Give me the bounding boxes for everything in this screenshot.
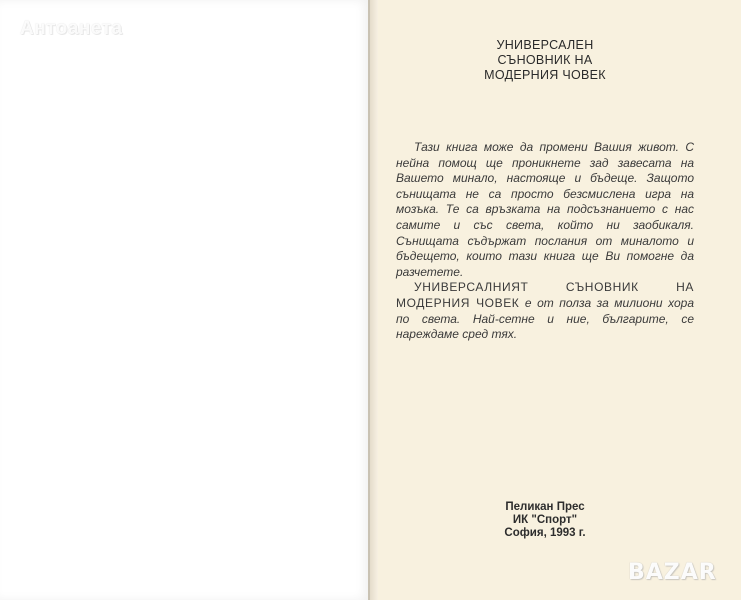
book-title [440, 38, 650, 83]
blurb-paragraph-2 [396, 280, 694, 342]
bazar-logo-text: BAZAR [628, 560, 717, 585]
title-line-1: УНИВЕРСАЛЕН [496, 38, 594, 52]
publisher-imprint [480, 501, 610, 540]
imprint-line-1: Пеликан Прес [505, 501, 585, 513]
blurb-caps-lead: УНИВЕРСАЛНИЯТ СЪНОВНИК НА МОДЕРНИЯ ЧОВЕК [396, 280, 694, 310]
bazar-logo [628, 552, 736, 592]
blurb-paragraph-2-rest: е от полза за милиони хора по света. Най-сетне и ние, българите, се нареждаме сред тях. [396, 295, 694, 342]
watermark-text: Антоанета [20, 18, 123, 39]
title-line-2: СЪНОВНИК НА [497, 53, 593, 67]
imprint-line-2: ИК "Спорт" [512, 514, 578, 526]
book-gutter [370, 0, 378, 600]
blurb-paragraph-1: Тази книга може да промени Вашия живот. С нейна помощ ще проникнете зад завесата на Вашето минало, настояще и бъдеще. Защото сънищата не са просто безсмислена игра на мозъка. Те са връзката на подсъзнанието с нас самите и със света, който ни заобикаля. Сънищата съдържат послания от миналото и бъдещето, които тази книга ще Ви помогне да разчетете. [396, 140, 694, 279]
blurb-text [396, 140, 694, 343]
imprint-line-3: София, 1993 г. [504, 527, 586, 539]
title-line-3: МОДЕРНИЯ ЧОВЕК [484, 68, 606, 82]
